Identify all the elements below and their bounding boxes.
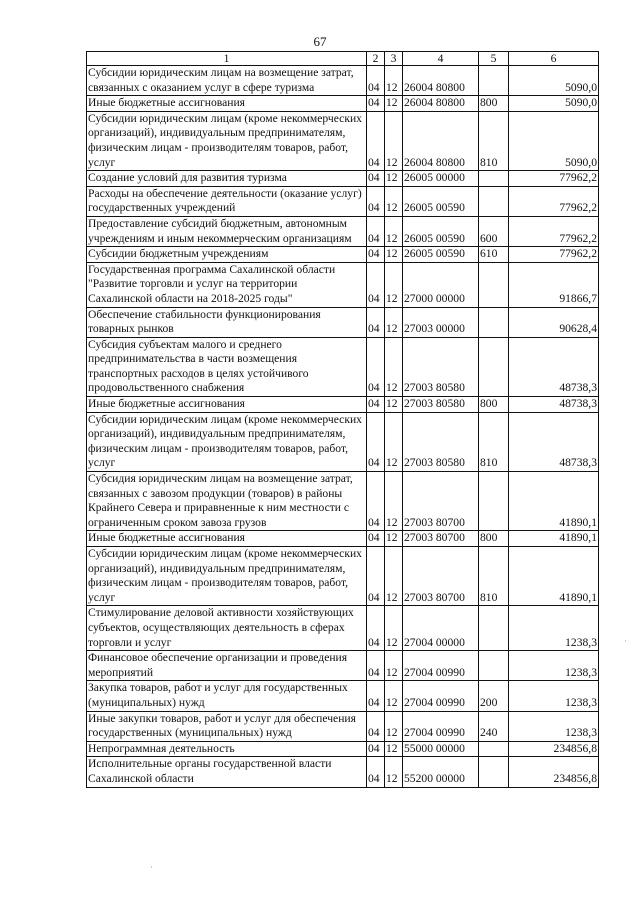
margin-mark: · bbox=[624, 636, 627, 646]
row-code: 26004 80800 bbox=[403, 66, 479, 96]
page-number: 67 bbox=[313, 34, 327, 49]
row-col-5 bbox=[479, 186, 509, 216]
table-row bbox=[87, 111, 599, 170]
row-col-2: 04 bbox=[367, 412, 385, 471]
table-row bbox=[87, 96, 599, 112]
row-amount: 1238,3 bbox=[509, 681, 599, 711]
row-code: 27003 80700 bbox=[403, 531, 479, 547]
row-code: 55200 00000 bbox=[403, 757, 479, 787]
row-name: Создание условий для развития туризма bbox=[87, 171, 367, 187]
row-name: Обеспечение стабильности функционирования товарных рынков bbox=[87, 307, 367, 337]
row-amount: 1238,3 bbox=[509, 606, 599, 651]
row-amount: 77962,2 bbox=[509, 171, 599, 187]
row-col-2: 04 bbox=[367, 757, 385, 787]
row-code: 26005 00000 bbox=[403, 171, 479, 187]
row-col-2: 04 bbox=[367, 472, 385, 531]
row-code: 27004 00990 bbox=[403, 711, 479, 741]
table-row bbox=[87, 757, 599, 787]
row-code: 27003 80580 bbox=[403, 337, 479, 396]
row-code: 27004 00000 bbox=[403, 606, 479, 651]
header-col-1: 1 bbox=[87, 52, 367, 66]
row-col-5 bbox=[479, 651, 509, 681]
row-amount: 48738,3 bbox=[509, 412, 599, 471]
row-code: 26004 80800 bbox=[403, 111, 479, 170]
row-amount: 48738,3 bbox=[509, 337, 599, 396]
row-name: Субсидии юридическим лицам (кроме некоммерческих организаций), индивидуальным предпринимателям, физическим лицам - производителям товаров, работ, услуг bbox=[87, 111, 367, 170]
row-col-2: 04 bbox=[367, 66, 385, 96]
row-amount: 41890,1 bbox=[509, 531, 599, 547]
row-amount: 90628,4 bbox=[509, 307, 599, 337]
row-code: 26005 00590 bbox=[403, 247, 479, 263]
row-col-5: 800 bbox=[479, 397, 509, 413]
row-col-5: 240 bbox=[479, 711, 509, 741]
budget-table bbox=[86, 51, 599, 788]
row-code: 27004 00990 bbox=[403, 681, 479, 711]
row-amount: 5090,0 bbox=[509, 66, 599, 96]
table-row bbox=[87, 66, 599, 96]
table-row bbox=[87, 262, 599, 307]
row-col-5: 810 bbox=[479, 547, 509, 606]
row-col-3: 12 bbox=[385, 186, 403, 216]
row-col-2: 04 bbox=[367, 531, 385, 547]
row-code: 27000 00000 bbox=[403, 262, 479, 307]
row-col-5 bbox=[479, 307, 509, 337]
row-name: Субсидии юридическим лицам (кроме некоммерческих организаций), индивидуальным предпринимателям, физическим лицам - производителям товаров, работ, услуг bbox=[87, 547, 367, 606]
row-col-5: 810 bbox=[479, 412, 509, 471]
table-row bbox=[87, 171, 599, 187]
row-col-5 bbox=[479, 66, 509, 96]
row-col-2: 04 bbox=[367, 397, 385, 413]
row-col-3: 12 bbox=[385, 606, 403, 651]
table-row bbox=[87, 606, 599, 651]
table-row bbox=[87, 412, 599, 471]
row-amount: 77962,2 bbox=[509, 216, 599, 246]
row-amount: 1238,3 bbox=[509, 651, 599, 681]
row-col-5 bbox=[479, 757, 509, 787]
row-col-2: 04 bbox=[367, 547, 385, 606]
table-row bbox=[87, 186, 599, 216]
row-col-3: 12 bbox=[385, 681, 403, 711]
header-col-4: 4 bbox=[403, 52, 479, 66]
table-row bbox=[87, 337, 599, 396]
header-col-3: 3 bbox=[385, 52, 403, 66]
row-col-3: 12 bbox=[385, 216, 403, 246]
row-code: 27004 00990 bbox=[403, 651, 479, 681]
table-row bbox=[87, 711, 599, 741]
row-col-3: 12 bbox=[385, 412, 403, 471]
row-col-3: 12 bbox=[385, 472, 403, 531]
row-name: Предоставление субсидий бюджетным, автономным учреждениям и иным некоммерческим организациям bbox=[87, 216, 367, 246]
row-name: Иные бюджетные ассигнования bbox=[87, 531, 367, 547]
table-row bbox=[87, 681, 599, 711]
row-code: 55000 00000 bbox=[403, 741, 479, 757]
row-code: 27003 80700 bbox=[403, 472, 479, 531]
row-name: Финансовое обеспечение организации и проведения мероприятий bbox=[87, 651, 367, 681]
row-col-2: 04 bbox=[367, 606, 385, 651]
row-amount: 234856,8 bbox=[509, 757, 599, 787]
row-col-2: 04 bbox=[367, 681, 385, 711]
row-amount: 91866,7 bbox=[509, 262, 599, 307]
row-col-2: 04 bbox=[367, 216, 385, 246]
row-amount: 5090,0 bbox=[509, 111, 599, 170]
row-col-3: 12 bbox=[385, 111, 403, 170]
table-row bbox=[87, 741, 599, 757]
row-name: Иные бюджетные ассигнования bbox=[87, 397, 367, 413]
row-col-3: 12 bbox=[385, 741, 403, 757]
row-col-5 bbox=[479, 337, 509, 396]
table-row bbox=[87, 397, 599, 413]
row-col-3: 12 bbox=[385, 547, 403, 606]
row-col-3: 12 bbox=[385, 651, 403, 681]
table-row bbox=[87, 547, 599, 606]
row-col-3: 12 bbox=[385, 711, 403, 741]
header-col-5: 5 bbox=[479, 52, 509, 66]
table-row bbox=[87, 307, 599, 337]
row-amount: 41890,1 bbox=[509, 547, 599, 606]
table-row bbox=[87, 472, 599, 531]
row-col-2: 04 bbox=[367, 247, 385, 263]
row-col-2: 04 bbox=[367, 262, 385, 307]
table-row bbox=[87, 531, 599, 547]
row-name: Субсидии юридическим лицам (кроме некоммерческих организаций), индивидуальным предпринимателям, физическим лицам - производителям товаров, работ, услуг bbox=[87, 412, 367, 471]
row-col-5: 800 bbox=[479, 96, 509, 112]
row-col-2: 04 bbox=[367, 651, 385, 681]
row-col-5 bbox=[479, 741, 509, 757]
row-name: Иные бюджетные ассигнования bbox=[87, 96, 367, 112]
row-col-5 bbox=[479, 472, 509, 531]
row-col-3: 12 bbox=[385, 337, 403, 396]
row-col-5 bbox=[479, 171, 509, 187]
row-code: 26004 80800 bbox=[403, 96, 479, 112]
row-col-5 bbox=[479, 606, 509, 651]
row-col-5 bbox=[479, 262, 509, 307]
row-col-2: 04 bbox=[367, 171, 385, 187]
table-row bbox=[87, 651, 599, 681]
row-col-2: 04 bbox=[367, 711, 385, 741]
row-col-5: 610 bbox=[479, 247, 509, 263]
header-col-2: 2 bbox=[367, 52, 385, 66]
row-name: Исполнительные органы государственной власти Сахалинской области bbox=[87, 757, 367, 787]
row-code: 27003 80580 bbox=[403, 412, 479, 471]
row-name: Иные закупки товаров, работ и услуг для обеспечения государственных (муниципальных) нужд bbox=[87, 711, 367, 741]
row-name: Субсидия субъектам малого и среднего предпринимательства в части возмещения транспортных расходов в целях устойчивого продовольственного снабжения bbox=[87, 337, 367, 396]
row-col-5: 810 bbox=[479, 111, 509, 170]
row-col-3: 12 bbox=[385, 96, 403, 112]
row-col-5: 200 bbox=[479, 681, 509, 711]
row-col-5: 800 bbox=[479, 531, 509, 547]
row-col-2: 04 bbox=[367, 337, 385, 396]
row-col-5: 600 bbox=[479, 216, 509, 246]
row-col-3: 12 bbox=[385, 171, 403, 187]
margin-mark: · bbox=[150, 862, 153, 872]
row-col-2: 04 bbox=[367, 96, 385, 112]
row-name: Стимулирование деловой активности хозяйствующих субъектов, осуществляющих деятельность в сферах торговли и услуг bbox=[87, 606, 367, 651]
row-code: 26005 00590 bbox=[403, 186, 479, 216]
row-name: Субсидия юридическим лицам на возмещение затрат, связанных с завозом продукции (товаров) в районы Крайнего Севера и приравненные к ним местности с ограниченным сроком завоза грузов bbox=[87, 472, 367, 531]
row-name: Закупка товаров, работ и услуг для государственных (муниципальных) нужд bbox=[87, 681, 367, 711]
table-row bbox=[87, 247, 599, 263]
row-col-3: 12 bbox=[385, 247, 403, 263]
row-amount: 77962,2 bbox=[509, 247, 599, 263]
row-col-3: 12 bbox=[385, 262, 403, 307]
row-amount: 234856,8 bbox=[509, 741, 599, 757]
row-col-3: 12 bbox=[385, 757, 403, 787]
row-col-3: 12 bbox=[385, 307, 403, 337]
row-code: 26005 00590 bbox=[403, 216, 479, 246]
row-name: Непрограммная деятельность bbox=[87, 741, 367, 757]
row-amount: 48738,3 bbox=[509, 397, 599, 413]
row-name: Расходы на обеспечение деятельности (оказание услуг) государственных учреждений bbox=[87, 186, 367, 216]
row-amount: 77962,2 bbox=[509, 186, 599, 216]
header-row bbox=[87, 52, 599, 66]
row-name: Государственная программа Сахалинской области "Развитие торговли и услуг на территории Сахалинской области на 2018-2025 годы" bbox=[87, 262, 367, 307]
row-code: 27003 00000 bbox=[403, 307, 479, 337]
row-name: Субсидии юридическим лицам на возмещение затрат, связанных с оказанием услуг в сфере туризма bbox=[87, 66, 367, 96]
row-amount: 5090,0 bbox=[509, 96, 599, 112]
row-col-2: 04 bbox=[367, 186, 385, 216]
row-col-2: 04 bbox=[367, 307, 385, 337]
row-col-2: 04 bbox=[367, 741, 385, 757]
row-amount: 1238,3 bbox=[509, 711, 599, 741]
row-col-2: 04 bbox=[367, 111, 385, 170]
row-code: 27003 80580 bbox=[403, 397, 479, 413]
row-code: 27003 80700 bbox=[403, 547, 479, 606]
row-name: Субсидии бюджетным учреждениям bbox=[87, 247, 367, 263]
table-row bbox=[87, 216, 599, 246]
row-amount: 41890,1 bbox=[509, 472, 599, 531]
row-col-3: 12 bbox=[385, 397, 403, 413]
header-col-6: 6 bbox=[509, 52, 599, 66]
row-col-3: 12 bbox=[385, 66, 403, 96]
row-col-3: 12 bbox=[385, 531, 403, 547]
